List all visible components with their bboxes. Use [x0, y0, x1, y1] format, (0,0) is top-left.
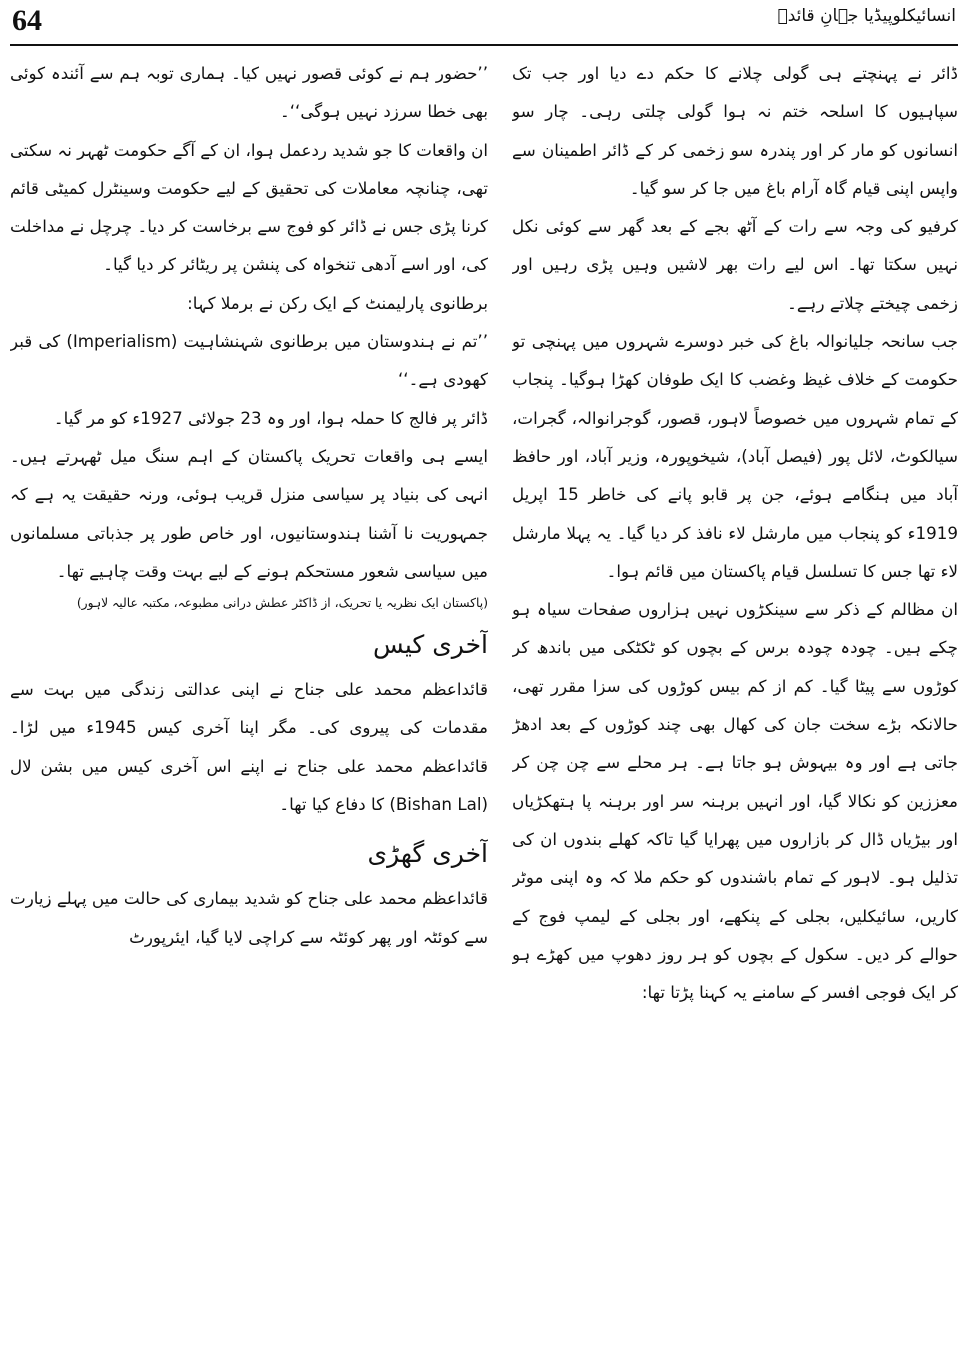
paragraph-last-moment: قائداعظم محمد علی جناح کو شدید بیماری کی حالت میں پہلے زیارت سے کوئٹہ اور پھر کوئٹہ سے کراچی لایا گیا، ایئرپورٹ — [10, 888, 488, 947]
paragraph-dyer-firing: ڈائر نے پہنچتے ہی گولی چلانے کا حکم دے دیا اور جب تک سپاہیوں کا اسلحہ ختم نہ ہوا گولی چلتی رہی۔ چار سو انسانوں کو مار کر اور پندرہ سو زخمی کر کے ڈائر اطمینان سے واپس اپنی قیام گاہ آرام باغ میں جا کر سو گیا۔ — [512, 63, 958, 198]
paragraph-reaction: ان واقعات کا جو شدید ردعمل ہوا، ان کے آگے حکومت ٹھہر نہ سکتی تھی، چنانچہ معاملات کی تحقیق کے لیے حکومت وسینٹرل کمیٹی قائم کرنا پڑی جس نے ڈائر کو فوج سے برخاست کر دیا۔ چرچل نے مداخلت کی، اور اسے آدھی تنخواہ کی پنشن پر ریٹائر کر دیا گیا۔ — [10, 139, 488, 275]
running-title: انسائیکلوپیڈیا جہانِ قائدؒ — [777, 6, 956, 26]
paragraph-last-case-end: کا دفاع کیا تھا۔ — [279, 794, 385, 815]
paragraph-last-case — [10, 670, 488, 823]
right-column — [512, 54, 958, 1354]
heading-last-moment: آخری گھڑی — [367, 839, 488, 869]
citation: (پاکستان ایک نظریہ یا تحریک، از ڈاکٹر عطش درانی مطبوعہ، مکتبہ عالیہ لاہور) — [76, 596, 488, 611]
left-column — [10, 54, 488, 1354]
quote-imperialism-text: ’’تم نے ہندوستان میں برطانوی شہنشاہیت — [183, 331, 488, 352]
paragraph-curfew: کرفیو کی وجہ سے رات کے آٹھ بجے کے بعد گھر سے کوئی نکل نہیں سکتا تھا۔ اس لیے رات بھر لاشیں وہیں پڑی رہیں اور زخمی چیختے چلاتے رہے۔ — [512, 216, 958, 313]
heading-last-case: آخری کیس — [372, 630, 488, 660]
paragraph-last-case-text: قائداعظم محمد علی جناح نے اپنی عدالتی زندگی میں بہت سے مقدمات کی پیروی کی۔ مگر اپنا آخری کیس 1945ء میں لڑا۔ قائداعظم محمد علی جناح نے اپنے اس آخری کیس میں بشن لال — [10, 679, 488, 776]
quote-imperialism-end: کی قبر کھودی ہے۔‘‘ — [10, 331, 488, 390]
quote-apology: ’’حضور ہم نے کوئی قصور نہیں کیا۔ ہماری توبہ ہم سے آئندہ کوئی بھی خطا سرزد نہیں ہوگی‘‘۔ — [10, 63, 488, 122]
paragraph-atrocities: ان مظالم کے ذکر سے سینکڑوں نہیں ہزاروں صفحات سیاہ ہو چکے ہیں۔ چودہ چودہ برس کے بچوں کو ٹکٹکی میں باندھ کر کوڑوں سے پیٹا گیا۔ کم از کم بیس کوڑوں کی سزا مقرر تھی، حالانکہ بڑے سخت جان کی کھال بھی چند کوڑوں کے بعد ادھڑ جاتی ہے اور وہ بیہوش ہو جاتا ہے۔ ہر محلے سے چن چن کر معززین کو نکالا گیا، اور انہیں برہنہ سر اور برہنہ پا ہتھکڑیاں اور بیڑیاں ڈال کر بازاروں میں پھرایا گیا تاکہ کھلے بندوں ان کی تذلیل ہو۔ لاہور کے تمام باشندوں کو حکم ملا کہ وہ اپنی موٹر کاریں، سائیکلیں، بجلی کے پنکھے، اور بجلی کے لیمپ فوج کے حوالے کر دیں۔ سکول کے بچوں کو ہر روز دھوپ میں کھڑے ہو کر ایک فوجی افسر کے سامنے یہ کہنا پڑتا تھا: — [512, 599, 958, 1003]
page-header — [0, 0, 968, 44]
paragraph-dyer-death: ڈائر پر فالج کا حملہ ہوا، اور وہ 23 جولائی 1927ء کو مر گیا۔ — [53, 407, 488, 428]
paragraph-last-case-english: (Bishan Lal) — [389, 794, 488, 815]
paragraph-martial-law: جب سانحہ جلیانوالہ باغ کی خبر دوسرے شہروں میں پہنچی تو حکومت کے خلاف غیظ وغضب کا ایک طوفان کھڑا ہوگیا۔ پنجاب کے تمام شہروں میں خصوصاً لاہور، قصور، گوجرانوالہ، گجرات، سیالکوٹ، لائل پور (فیصل آباد)، شیخوپورہ، وزیر آباد، اور حافظ آباد میں ہنگامے ہوئے، جن پر قابو پانے کی خاطر 15 اپریل 1919ء کو پنجاب میں مارشل لاء نافذ کر دیا گیا۔ یہ پہلا مارشل لاء تھا جس کا تسلسل قیام پاکستان میں قائم ہوا۔ — [512, 331, 958, 581]
page-number: 64 — [12, 4, 42, 37]
paragraph-parliament-member: برطانوی پارلیمنٹ کے ایک رکن نے برملا کہا: — [187, 292, 488, 313]
paragraph-milestone: ایسے ہی واقعات تحریک پاکستان کے اہم سنگ میل ٹھہرتے ہیں۔ انہی کی بنیاد پر سیاسی منزل قریب ہوئی، ورنہ حقیقت یہ ہے کہ جمہوریت نا آشنا ہندوستانیوں، اور خاص طور پر جذباتی مسلمانوں میں سیاسی شعور مستحکم ہونے کے لیے بہت وقت چاہیے تھا۔ — [10, 445, 488, 581]
quote-imperialism-english: (Imperialism) — [66, 331, 178, 352]
header-rule — [10, 44, 958, 46]
quote-imperialism — [10, 322, 488, 399]
